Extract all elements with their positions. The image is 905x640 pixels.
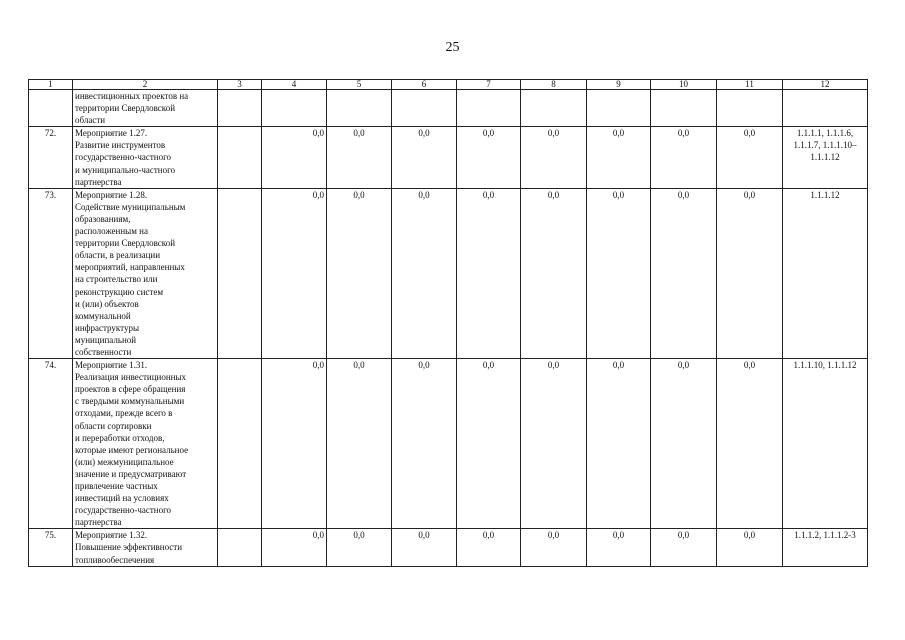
- value-cell: 0,0: [327, 529, 392, 566]
- col-header: 12: [783, 80, 868, 90]
- col-header: 6: [392, 80, 457, 90]
- value-cell: 0,0: [392, 529, 457, 566]
- col-header: 9: [587, 80, 651, 90]
- value-cell: 0,0: [651, 188, 717, 358]
- table-body: [29, 80, 868, 567]
- value-cell: 0,0: [392, 127, 457, 188]
- description-line: инвестиционных проектов на: [75, 91, 189, 101]
- value-cell: 0,0: [717, 188, 783, 358]
- value-cell: 0,0: [327, 188, 392, 358]
- table-row: [29, 359, 868, 529]
- value-cell: 0,0: [717, 359, 783, 529]
- description-line: Мероприятие 1.32.: [75, 530, 148, 541]
- value-cell: 0,0: [587, 127, 651, 188]
- value-cell: 0,0: [717, 127, 783, 188]
- value-cell: 0,0: [651, 127, 717, 188]
- row-number: 75.: [29, 529, 73, 566]
- value-cell: 0,0: [262, 359, 327, 529]
- value-cell: 0,0: [457, 529, 521, 566]
- value-cell: 0,0: [651, 359, 717, 529]
- description-line: расположенным на: [75, 226, 148, 237]
- value-cell: 0,0: [262, 188, 327, 358]
- target-reference: 1.1.1.2, 1.1.1.2-3: [783, 529, 868, 566]
- description-line: которые имеют региональное: [75, 444, 189, 455]
- description-line: Повышение эффективности: [75, 542, 183, 553]
- program-table: [28, 79, 868, 567]
- value-cell: 0,0: [262, 529, 327, 566]
- row-number: [29, 90, 73, 127]
- description-line: топливообеспечения: [75, 554, 155, 565]
- description-line: области, в реализации: [75, 250, 161, 261]
- table-row: [29, 188, 868, 358]
- description-line: с твердыми коммунальными: [75, 396, 185, 407]
- target-reference: 1.1.1.12: [783, 188, 868, 358]
- value-cell: [521, 90, 587, 127]
- measure-description: [73, 90, 218, 127]
- table-row: [29, 529, 868, 566]
- description-line: проектов в сфере обращения: [75, 384, 186, 395]
- empty-cell: [218, 188, 262, 358]
- description-line: значение и предусматривают: [75, 468, 187, 479]
- col-header: 4: [262, 80, 327, 90]
- description-line: Мероприятие 1.27.: [75, 128, 148, 139]
- value-cell: [262, 90, 327, 127]
- description-line: отходами, прежде всего в: [75, 408, 173, 419]
- description-line: области: [75, 115, 106, 126]
- column-number-row: [29, 80, 868, 90]
- description-line: образованиям,: [75, 213, 131, 224]
- col-header: 3: [218, 80, 262, 90]
- empty-cell: [218, 127, 262, 188]
- col-header: 2: [73, 80, 218, 90]
- col-header: 8: [521, 80, 587, 90]
- description-line: (или) межмуниципальное: [75, 456, 174, 467]
- value-cell: 0,0: [392, 359, 457, 529]
- description-line: и муниципально-частного: [75, 164, 176, 175]
- value-cell: [457, 90, 521, 127]
- row-number: 74.: [29, 359, 73, 529]
- description-line: и переработки отходов,: [75, 432, 165, 443]
- description-line: Реализация инвестиционных: [75, 372, 187, 383]
- value-cell: 0,0: [521, 188, 587, 358]
- description-line: области сортировки: [75, 420, 152, 431]
- value-cell: 0,0: [587, 529, 651, 566]
- description-line: Мероприятие 1.28.: [75, 189, 148, 200]
- col-header: 7: [457, 80, 521, 90]
- col-header: 5: [327, 80, 392, 90]
- description-line: территории Свердловской: [75, 103, 176, 114]
- value-cell: 0,0: [262, 127, 327, 188]
- measure-description: [73, 127, 218, 188]
- empty-cell: [218, 529, 262, 566]
- target-reference: 1.1.1.1, 1.1.1.6, 1.1.1.7, 1.1.1.10–1.1.1.12: [783, 127, 868, 188]
- value-cell: 0,0: [587, 359, 651, 529]
- description-line: муниципальной: [75, 334, 137, 345]
- col-header: 1: [29, 80, 73, 90]
- description-line: Развитие инструментов: [75, 140, 166, 151]
- value-cell: [327, 90, 392, 127]
- description-line: Мероприятие 1.31.: [75, 360, 148, 371]
- description-line: государственно-частного: [75, 505, 172, 516]
- empty-cell: [218, 359, 262, 529]
- description-line: привлечение частных: [75, 481, 158, 491]
- target-reference: [783, 90, 868, 127]
- value-cell: 0,0: [327, 127, 392, 188]
- description-line: партнерства: [75, 176, 122, 187]
- value-cell: 0,0: [521, 127, 587, 188]
- description-line: территории Свердловской: [75, 238, 176, 249]
- description-line: и (или) объектов: [75, 298, 139, 309]
- row-number: 72.: [29, 127, 73, 188]
- value-cell: [651, 90, 717, 127]
- value-cell: [717, 90, 783, 127]
- description-line: инвестиций на условиях: [75, 493, 169, 504]
- description-line: партнерства: [75, 517, 122, 528]
- description-line: мероприятий, направленных: [75, 262, 185, 273]
- description-line: инфраструктуры: [75, 322, 139, 333]
- value-cell: 0,0: [327, 359, 392, 529]
- col-header: 11: [717, 80, 783, 90]
- value-cell: 0,0: [521, 359, 587, 529]
- description-line: на строительство или: [75, 274, 158, 285]
- row-number: 73.: [29, 188, 73, 358]
- description-line: собственности: [75, 346, 132, 357]
- value-cell: 0,0: [457, 127, 521, 188]
- measure-description: [73, 188, 218, 358]
- value-cell: 0,0: [717, 529, 783, 566]
- measure-description: [73, 529, 218, 566]
- value-cell: 0,0: [457, 188, 521, 358]
- table-row: [29, 127, 868, 188]
- description-line: реконструкцию систем: [75, 286, 164, 297]
- value-cell: 0,0: [587, 188, 651, 358]
- value-cell: 0,0: [457, 359, 521, 529]
- measure-description: [73, 359, 218, 529]
- value-cell: [587, 90, 651, 127]
- description-line: государственно-частного: [75, 152, 172, 163]
- description-line: Содействие муниципальным: [75, 201, 186, 212]
- value-cell: [392, 90, 457, 127]
- col-header: 10: [651, 80, 717, 90]
- empty-cell: [218, 90, 262, 127]
- table-row: [29, 90, 868, 127]
- page-number: 25: [445, 40, 460, 55]
- value-cell: 0,0: [392, 188, 457, 358]
- description-line: коммунальной: [75, 310, 131, 321]
- target-reference: 1.1.1.10, 1.1.1.12: [783, 359, 868, 529]
- value-cell: 0,0: [521, 529, 587, 566]
- value-cell: 0,0: [651, 529, 717, 566]
